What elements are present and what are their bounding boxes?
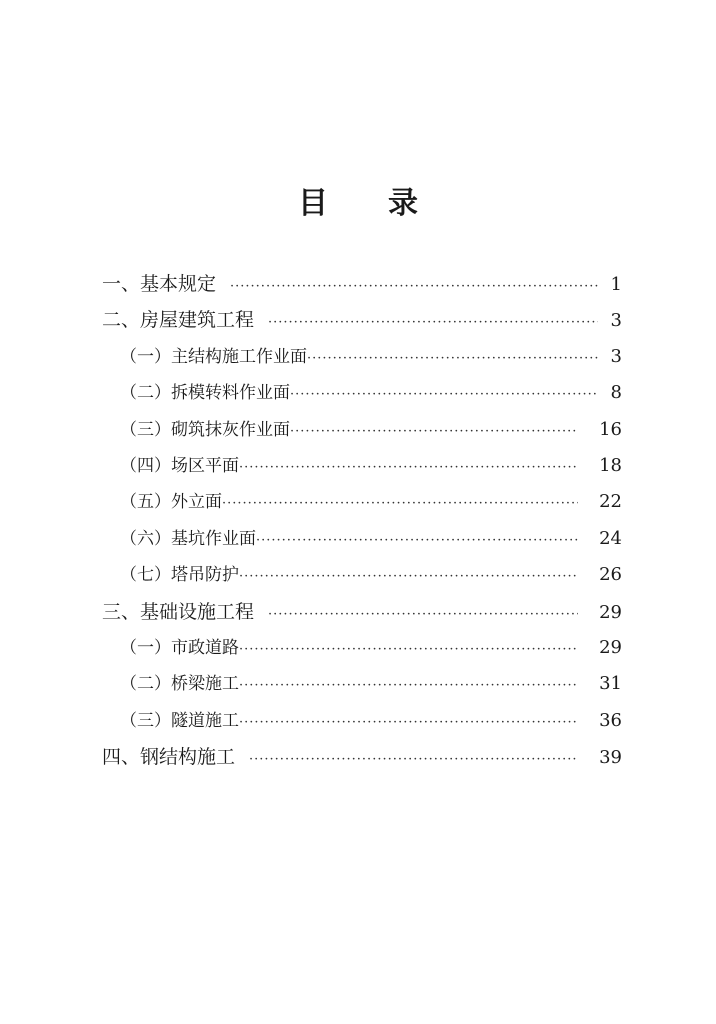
toc-entry-page: 22 [599,491,622,513]
toc-entry-page: 29 [599,636,622,658]
dot-leader [256,523,578,559]
toc-entry-label: （一）市政道路 [120,637,239,658]
toc-entry[interactable] [102,339,622,375]
toc-entry[interactable] [102,739,622,775]
toc-entry-label: （二）拆模转料作业面 [120,383,290,404]
toc-entry-page: 24 [599,527,622,549]
title-char-2: 录 [388,186,418,221]
dot-leader [239,450,578,486]
toc-entry[interactable] [102,484,622,520]
toc-entry[interactable] [102,375,622,411]
toc-entry[interactable] [102,557,622,593]
toc-entry-page: 1 [610,274,622,295]
toc-entry[interactable] [102,594,622,630]
toc-entry-page: 36 [599,709,622,731]
toc-entry-label: （四）场区平面 [120,455,239,476]
dot-leader [239,632,578,668]
toc-entry[interactable] [102,521,622,557]
toc-entry-page: 31 [599,673,622,695]
toc-entry-label: （三）砌筑抹灰作业面 [120,419,290,440]
toc-entry[interactable] [102,412,622,448]
dot-leader [290,377,598,413]
toc-entry[interactable] [102,666,622,702]
toc-entry-page: 39 [599,747,622,769]
toc-entry-label: 四、钢结构施工 [102,746,236,769]
toc-entry-label: 三、基础设施工程 [102,600,255,623]
dot-leader [268,597,578,633]
dot-leader [268,305,598,341]
toc-entry-label: 二、房屋建筑工程 [102,309,255,332]
toc-entry-page: 3 [610,310,622,332]
toc-entry[interactable] [102,448,622,484]
toc-entry[interactable] [102,630,622,666]
toc-entry-page: 3 [610,345,622,367]
dot-leader [239,668,578,704]
dot-leader [239,705,578,741]
toc-entry-label: （一）主结构施工作业面 [120,346,307,367]
toc-entry[interactable] [102,266,622,302]
toc-entry-label: （五）外立面 [120,492,222,513]
toc-entry-page: 8 [610,382,622,404]
toc-entry[interactable] [102,703,622,739]
toc-entry-label: （二）桥梁施工 [120,674,239,695]
title-char-1: 目 [298,186,328,221]
toc-entry-page: 16 [599,418,622,440]
toc-entry-label: 一、基本规定 [102,273,217,295]
page-title [0,178,716,222]
toc-entry-label: （六）基坑作业面 [120,528,256,549]
toc-entry-page: 18 [599,454,622,476]
dot-leader [230,269,598,305]
toc-entry-page: 29 [599,601,622,623]
dot-leader [290,414,578,450]
table-of-contents [102,266,622,775]
dot-leader [239,559,578,595]
dot-leader [222,486,578,522]
toc-entry[interactable] [102,302,622,338]
toc-entry-page: 26 [599,564,622,586]
dot-leader [249,742,578,778]
dot-leader [307,341,598,377]
toc-entry-label: （三）隧道施工 [120,710,239,731]
toc-entry-label: （七）塔吊防护 [120,565,239,586]
